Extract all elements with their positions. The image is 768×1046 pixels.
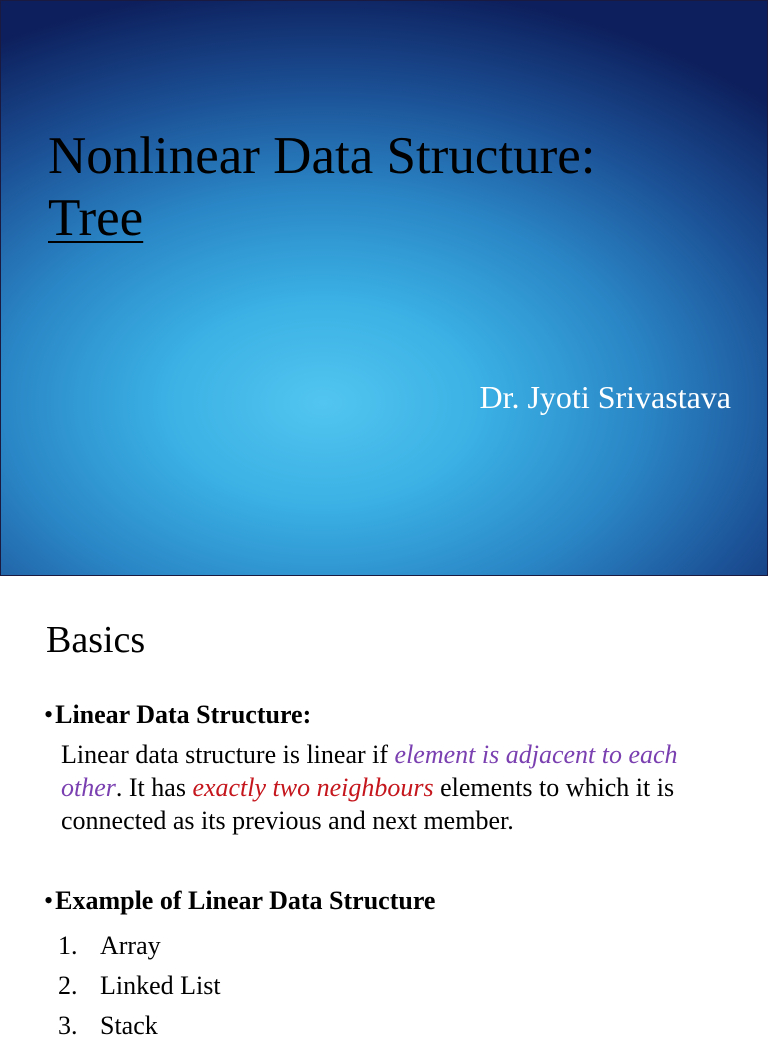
basics-slide <box>0 590 768 1040</box>
example-list <box>58 926 221 1046</box>
slide-heading: Basics <box>46 619 146 661</box>
author-name: Dr. Jyoti Srivastava <box>479 379 731 415</box>
list-item-number: 1. <box>58 931 78 960</box>
list-item <box>58 966 221 1006</box>
slide-title <box>48 125 595 249</box>
definition-paragraph <box>61 738 741 837</box>
para-text-1: Linear data structure is linear if <box>61 740 395 769</box>
bullet-dot-icon: • <box>44 700 54 729</box>
list-item <box>58 1006 221 1046</box>
bullet-label: Example of Linear Data Structure <box>55 886 436 915</box>
list-item-number: 2. <box>58 971 78 1000</box>
bullet-dot-icon: • <box>44 886 54 915</box>
list-item-label: Array <box>100 931 161 960</box>
para-text-2: . It has <box>115 773 193 802</box>
list-item <box>58 926 221 966</box>
bullet-linear-data-structure <box>44 700 311 730</box>
para-text-3: elements to which it is connected as its previous and next member. <box>61 773 675 835</box>
list-item-label: Linked List <box>100 971 221 1000</box>
para-highlight-adjacent: element is adjacent to each other <box>61 740 678 802</box>
title-line-1: Nonlinear Data Structure: <box>48 127 596 185</box>
bullet-examples <box>44 886 435 916</box>
list-item-label: Stack <box>100 1011 158 1040</box>
bullet-label: Linear Data Structure: <box>55 700 312 729</box>
list-item-number: 3. <box>58 1011 78 1040</box>
para-highlight-neighbours: exactly two neighbours <box>192 773 434 802</box>
title-line-2: Tree <box>48 189 144 247</box>
